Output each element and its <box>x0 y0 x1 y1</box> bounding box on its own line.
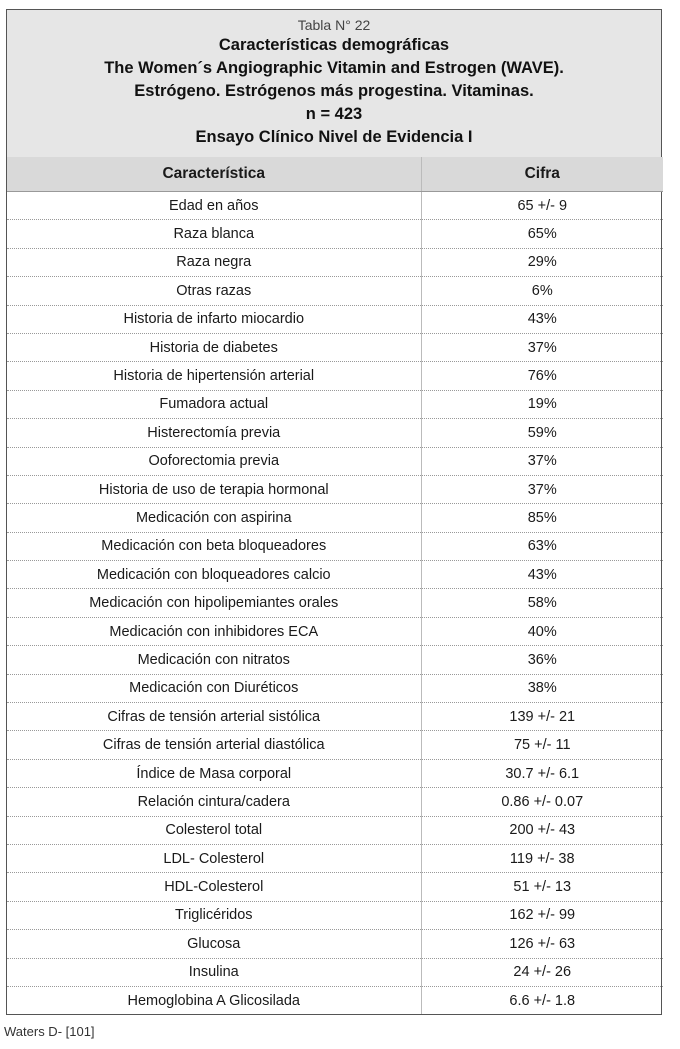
value-cell: 119 +/- 38 <box>421 844 663 872</box>
table-row <box>7 561 663 589</box>
characteristic-cell: Historia de uso de terapia hormonal <box>7 475 421 503</box>
value-cell: 200 +/- 43 <box>421 816 663 844</box>
characteristic-cell: Triglicéridos <box>7 901 421 929</box>
value-cell: 43% <box>421 305 663 333</box>
table-row <box>7 333 663 361</box>
value-cell: 24 +/- 26 <box>421 958 663 986</box>
table-row <box>7 844 663 872</box>
value-cell: 36% <box>421 646 663 674</box>
characteristic-cell: Raza blanca <box>7 220 421 248</box>
sample-size: n = 423 <box>305 105 363 123</box>
value-cell: 37% <box>421 447 663 475</box>
value-cell: 58% <box>421 589 663 617</box>
characteristic-cell: Insulina <box>7 958 421 986</box>
table-row <box>7 901 663 929</box>
characteristic-cell: Colesterol total <box>7 816 421 844</box>
value-cell: 139 +/- 21 <box>421 703 663 731</box>
characteristic-cell: LDL- Colesterol <box>7 844 421 872</box>
characteristic-cell: Otras razas <box>7 277 421 305</box>
table-row <box>7 930 663 958</box>
characteristic-cell: Histerectomía previa <box>7 419 421 447</box>
study-name: The Women´s Angiographic Vitamin and Estrogen (WAVE). <box>104 59 564 77</box>
table-row <box>7 277 663 305</box>
characteristic-cell: Medicación con beta bloqueadores <box>7 532 421 560</box>
value-cell: 43% <box>421 561 663 589</box>
table-row <box>7 362 663 390</box>
value-cell: 37% <box>421 475 663 503</box>
characteristic-cell: Medicación con inhibidores ECA <box>7 617 421 645</box>
value-cell: 30.7 +/- 6.1 <box>421 759 663 787</box>
table-caption <box>7 10 661 157</box>
table-row <box>7 731 663 759</box>
characteristic-cell: Cifras de tensión arterial sistólica <box>7 703 421 731</box>
evidence-level: Ensayo Clínico Nivel de Evidencia I <box>195 128 473 146</box>
table-row <box>7 305 663 333</box>
table-row <box>7 220 663 248</box>
characteristic-cell: Glucosa <box>7 930 421 958</box>
table-row <box>7 390 663 418</box>
characteristic-cell: Medicación con Diuréticos <box>7 674 421 702</box>
table-row <box>7 248 663 276</box>
table-row <box>7 447 663 475</box>
value-cell: 63% <box>421 532 663 560</box>
characteristics-table <box>7 157 663 1014</box>
table-row <box>7 958 663 986</box>
value-cell: 19% <box>421 390 663 418</box>
characteristic-cell: Hemoglobina A Glicosilada <box>7 986 421 1014</box>
table-row <box>7 873 663 901</box>
table-number: Tabla N° 22 <box>297 17 371 33</box>
value-cell: 162 +/- 99 <box>421 901 663 929</box>
table-row <box>7 475 663 503</box>
column-header-value: Cifra <box>421 157 663 192</box>
header-row <box>7 157 663 192</box>
value-cell: 75 +/- 11 <box>421 731 663 759</box>
table-row <box>7 646 663 674</box>
table-row <box>7 192 663 220</box>
table-body <box>7 192 663 1015</box>
table-row <box>7 617 663 645</box>
table-row <box>7 816 663 844</box>
characteristic-cell: Historia de infarto miocardio <box>7 305 421 333</box>
characteristic-cell: Medicación con nitratos <box>7 646 421 674</box>
characteristic-cell: Cifras de tensión arterial diastólica <box>7 731 421 759</box>
characteristic-cell: HDL-Colesterol <box>7 873 421 901</box>
table-row <box>7 759 663 787</box>
table-row <box>7 703 663 731</box>
column-header-characteristic: Característica <box>7 157 421 192</box>
value-cell: 40% <box>421 617 663 645</box>
value-cell: 76% <box>421 362 663 390</box>
value-cell: 85% <box>421 504 663 532</box>
value-cell: 6% <box>421 277 663 305</box>
value-cell: 38% <box>421 674 663 702</box>
characteristic-cell: Historia de diabetes <box>7 333 421 361</box>
table-row <box>7 788 663 816</box>
value-cell: 65% <box>421 220 663 248</box>
table-row <box>7 532 663 560</box>
table-row <box>7 419 663 447</box>
value-cell: 51 +/- 13 <box>421 873 663 901</box>
characteristic-cell: Medicación con aspirina <box>7 504 421 532</box>
table-row <box>7 504 663 532</box>
source-citation: Waters D- [101] <box>4 1024 95 1039</box>
value-cell: 0.86 +/- 0.07 <box>421 788 663 816</box>
characteristic-cell: Historia de hipertensión arterial <box>7 362 421 390</box>
table-title: Características demográficas <box>218 36 450 54</box>
value-cell: 6.6 +/- 1.8 <box>509 992 576 1009</box>
characteristic-cell: Ooforectomia previa <box>7 447 421 475</box>
table-row <box>7 986 663 1014</box>
value-cell: 65 +/- 9 <box>421 192 663 220</box>
characteristic-cell: Medicación con bloqueadores calcio <box>7 561 421 589</box>
value-cell: 37% <box>421 333 663 361</box>
characteristic-cell: Relación cintura/cadera <box>7 788 421 816</box>
characteristic-cell: Fumadora actual <box>7 390 421 418</box>
data-table-frame <box>6 9 662 1015</box>
characteristic-cell: Raza negra <box>7 248 421 276</box>
study-arms: Estrógeno. Estrógenos más progestina. Vitaminas. <box>134 82 534 100</box>
table-row <box>7 674 663 702</box>
value-cell: 29% <box>421 248 663 276</box>
characteristic-cell: Medicación con hipolipemiantes orales <box>7 589 421 617</box>
value-cell: 59% <box>421 419 663 447</box>
characteristic-cell: Índice de Masa corporal <box>7 759 421 787</box>
characteristic-cell: Edad en años <box>7 192 421 220</box>
value-cell: 126 +/- 63 <box>421 930 663 958</box>
table-row <box>7 589 663 617</box>
